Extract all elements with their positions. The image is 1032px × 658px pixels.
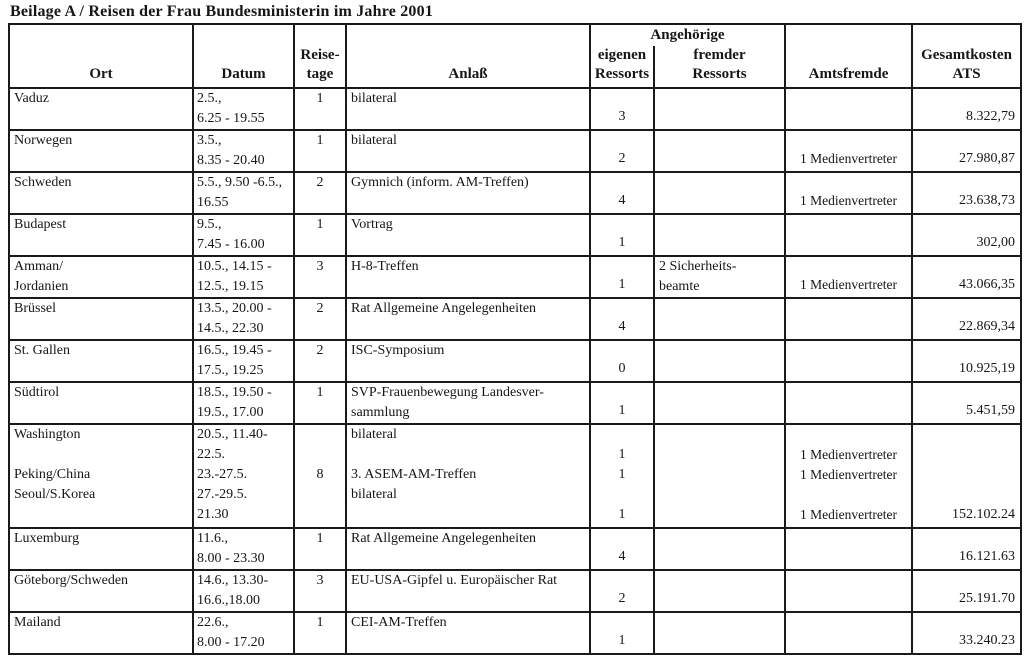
cell-line: St. Gallen (14, 343, 70, 358)
cell-ort (9, 130, 193, 172)
cell-anlass (346, 130, 590, 172)
cell-amtsfremde (785, 528, 912, 570)
cell-line: 1 (316, 385, 324, 400)
col-header-angehoerige: Angehörige (590, 24, 785, 46)
cell-datum (193, 382, 294, 424)
cell-line: 1 Medienvertreter (799, 507, 898, 522)
cell-datum (193, 298, 294, 340)
cell-anlass (346, 88, 590, 130)
cell-eigene (590, 424, 654, 528)
col-header-reisetage-line1: Reise- (300, 47, 340, 63)
table-row (9, 172, 1021, 214)
cell-line: 1 Medienvertreter (799, 447, 898, 462)
cell-line: 1 (618, 447, 626, 462)
cell-line: 8.35 - 20.40 (197, 153, 265, 168)
cell-fremde (654, 382, 785, 424)
cell-line: Amman/ (14, 259, 63, 274)
cell-line: Gymnich (inform. AM-Treffen) (351, 175, 529, 190)
cell-anlass (346, 172, 590, 214)
cell-ort (9, 570, 193, 612)
cell-line: Schweden (14, 175, 72, 190)
cell-line: 2 Sicherheits- (659, 259, 737, 274)
cell-kosten (912, 88, 1021, 130)
cell-line: beamte (659, 279, 700, 294)
cell-line: 2 (618, 151, 626, 166)
cell-eigene (590, 570, 654, 612)
cell-amtsfremde (785, 88, 912, 130)
table-row (9, 298, 1021, 340)
cell-line: 27.980,87 (959, 151, 1016, 166)
cell-line: 22.869,34 (959, 319, 1016, 334)
col-header-gesamtkosten-line2: ATS (952, 66, 981, 82)
cell-eigene (590, 382, 654, 424)
cell-line: 4 (618, 319, 626, 334)
cell-kosten (912, 298, 1021, 340)
col-header-gesamtkosten (912, 24, 1021, 88)
cell-line (591, 425, 653, 445)
cell-line: 16.55 (197, 195, 229, 210)
header-row-1 (9, 24, 1021, 46)
cell-amtsfremde (785, 256, 912, 298)
table-row (9, 214, 1021, 256)
cell-amtsfremde (785, 172, 912, 214)
cell-anlass (346, 298, 590, 340)
cell-fremde (654, 424, 785, 528)
cell-kosten (912, 382, 1021, 424)
col-header-ort: Ort (9, 24, 193, 88)
cell-line: Brüssel (14, 301, 56, 316)
cell-line: 1 Medienvertreter (799, 151, 898, 166)
cell-line: 2 (316, 343, 324, 358)
cell-line: Budapest (14, 217, 67, 232)
cell-line: 1 Medienvertreter (799, 277, 898, 292)
cell-line: 7.45 - 16.00 (197, 237, 265, 252)
cell-line: 8 (316, 467, 324, 482)
cell-eigene (590, 172, 654, 214)
cell-line: 21.30 (197, 507, 229, 522)
cell-reisetage (294, 528, 346, 570)
col-header-fremde-line2: Ressorts (692, 66, 747, 82)
cell-line: 2 (316, 301, 324, 316)
cell-line: 1 (316, 615, 324, 630)
cell-line (295, 425, 345, 445)
cell-line (14, 445, 192, 465)
cell-line: 14.5., 22.30 (197, 321, 264, 336)
cell-line: 3 (316, 259, 324, 274)
cell-line: 3.5., (197, 133, 222, 148)
cell-line: 1 Medienvertreter (799, 467, 898, 482)
cell-anlass (346, 256, 590, 298)
cell-datum (193, 528, 294, 570)
cell-line: 1 (316, 133, 324, 148)
cell-ort (9, 340, 193, 382)
cell-eigene (590, 214, 654, 256)
cell-fremde (654, 340, 785, 382)
cell-line: 1 (316, 531, 324, 546)
cell-line: 14.6., 13.30- (197, 573, 269, 588)
cell-amtsfremde (785, 214, 912, 256)
table-header (9, 24, 1021, 88)
cell-datum (193, 612, 294, 654)
cell-line (14, 505, 192, 525)
cell-datum (193, 130, 294, 172)
cell-reisetage (294, 130, 346, 172)
cell-line: bilateral (351, 91, 397, 106)
cell-line: 27.-29.5. (197, 487, 248, 502)
cell-anlass (346, 612, 590, 654)
cell-amtsfremde (785, 340, 912, 382)
cell-line: 2 (618, 591, 626, 606)
cell-anlass (346, 382, 590, 424)
col-header-amtsfremde: Amtsfremde (785, 24, 912, 88)
cell-reisetage (294, 256, 346, 298)
cell-line: bilateral (351, 427, 397, 442)
cell-line (351, 505, 589, 525)
cell-fremde (654, 570, 785, 612)
cell-ort (9, 88, 193, 130)
cell-datum (193, 570, 294, 612)
cell-anlass (346, 570, 590, 612)
cell-line: 6.25 - 19.55 (197, 111, 265, 126)
cell-fremde (654, 256, 785, 298)
cell-amtsfremde (785, 424, 912, 528)
col-header-gesamtkosten-line1: Gesamtkosten (921, 47, 1012, 63)
cell-line: 1 (618, 235, 626, 250)
cell-kosten (912, 570, 1021, 612)
cell-line: 16.121.63 (959, 549, 1016, 564)
cell-kosten (912, 424, 1021, 528)
cell-line: 13.5., 20.00 - (197, 301, 272, 316)
cell-line: 2.5., (197, 91, 222, 106)
col-header-fremde-ressorts (654, 46, 785, 88)
col-header-fremde-line1: fremder (693, 47, 746, 63)
cell-line: sammlung (351, 405, 410, 420)
cell-line (786, 485, 911, 505)
cell-kosten (912, 256, 1021, 298)
table-body (9, 88, 1021, 654)
cell-line: Rat Allgemeine Angelegenheiten (351, 301, 537, 316)
cell-line: 16.6.,18.00 (197, 593, 260, 608)
table-row (9, 88, 1021, 130)
col-header-eigene-line1: eigenen (597, 47, 647, 63)
cell-fremde (654, 612, 785, 654)
col-header-anlass: Anlaß (346, 24, 590, 88)
cell-kosten (912, 340, 1021, 382)
cell-line: 19.5., 17.00 (197, 405, 264, 420)
cell-line: Jordanien (14, 279, 69, 294)
cell-line (295, 445, 345, 465)
cell-line: 152.102.24 (952, 507, 1016, 522)
cell-line: 302,00 (976, 235, 1016, 250)
cell-amtsfremde (785, 298, 912, 340)
cell-ort (9, 298, 193, 340)
cell-line: 1 (618, 467, 626, 482)
cell-line: Rat Allgemeine Angelegenheiten (351, 531, 537, 546)
cell-reisetage (294, 298, 346, 340)
cell-line: 8.00 - 23.30 (197, 551, 265, 566)
cell-line: 22.6., (197, 615, 229, 630)
cell-fremde (654, 88, 785, 130)
cell-line: 33.240.23 (959, 633, 1016, 648)
cell-ort (9, 382, 193, 424)
cell-line: 1 (618, 277, 626, 292)
cell-line: 4 (618, 549, 626, 564)
cell-kosten (912, 172, 1021, 214)
cell-line: ISC-Symposium (351, 343, 445, 358)
cell-line: 8.322,79 (966, 109, 1016, 124)
cell-line: 8.00 - 17.20 (197, 635, 265, 650)
cell-line: 23.-27.5. (197, 467, 248, 482)
col-header-eigene-ressorts (590, 46, 654, 88)
cell-anlass (346, 528, 590, 570)
cell-line: Vaduz (14, 91, 49, 106)
table-row (9, 256, 1021, 298)
cell-line: 0 (618, 361, 626, 376)
cell-line: 1 Medienvertreter (799, 193, 898, 208)
cell-line: 43.066,35 (959, 277, 1016, 292)
cell-line: Göteborg/Schweden (14, 573, 129, 588)
cell-eigene (590, 88, 654, 130)
cell-eigene (590, 298, 654, 340)
cell-line: 1 (316, 91, 324, 106)
cell-anlass (346, 214, 590, 256)
cell-line: 17.5., 19.25 (197, 363, 264, 378)
col-header-eigene-line2: Ressorts (594, 66, 650, 82)
cell-fremde (654, 172, 785, 214)
cell-line: 1 (316, 217, 324, 232)
cell-line: 18.5., 19.50 - (197, 385, 272, 400)
cell-kosten (912, 612, 1021, 654)
cell-line: 16.5., 19.45 - (197, 343, 272, 358)
cell-eigene (590, 612, 654, 654)
cell-line (591, 485, 653, 505)
cell-line: EU-USA-Gipfel u. Europäischer Rat (351, 573, 558, 588)
cell-line: 9.5., (197, 217, 222, 232)
cell-line: 12.5., 19.15 (197, 279, 264, 294)
cell-line: 25.191.70 (959, 591, 1016, 606)
cell-line (786, 425, 911, 445)
cell-reisetage (294, 172, 346, 214)
col-header-reisetage-line2: tage (306, 66, 334, 82)
cell-anlass (346, 340, 590, 382)
cell-line: 3 (618, 109, 626, 124)
cell-line: CEI-AM-Treffen (351, 615, 447, 630)
cell-ort (9, 256, 193, 298)
cell-fremde (654, 130, 785, 172)
cell-eigene (590, 528, 654, 570)
table-row (9, 570, 1021, 612)
cell-reisetage (294, 382, 346, 424)
cell-ort (9, 612, 193, 654)
cell-eigene (590, 130, 654, 172)
cell-line: Mailand (14, 615, 61, 630)
cell-line: 4 (618, 193, 626, 208)
table-row (9, 528, 1021, 570)
cell-ort (9, 172, 193, 214)
table-row (9, 340, 1021, 382)
cell-reisetage (294, 214, 346, 256)
table-row (9, 130, 1021, 172)
cell-amtsfremde (785, 570, 912, 612)
cell-datum (193, 424, 294, 528)
cell-eigene (590, 340, 654, 382)
cell-line: 10.925,19 (959, 361, 1016, 376)
cell-line: bilateral (351, 133, 397, 148)
cell-line: 2 (316, 175, 324, 190)
cell-line: 20.5., 11.40- (197, 427, 268, 442)
cell-fremde (654, 214, 785, 256)
cell-line: Seoul/S.Korea (14, 487, 96, 502)
cell-anlass (346, 424, 590, 528)
cell-line: 3 (316, 573, 324, 588)
cell-reisetage (294, 612, 346, 654)
cell-line: Norwegen (14, 133, 73, 148)
cell-line: 5.451,59 (966, 403, 1016, 418)
cell-line: 5.5., 9.50 -6.5., (197, 175, 283, 190)
col-header-datum: Datum (193, 24, 294, 88)
cell-line: Washington (14, 427, 81, 442)
cell-amtsfremde (785, 382, 912, 424)
table-row (9, 424, 1021, 528)
cell-ort (9, 214, 193, 256)
cell-line: bilateral (351, 487, 397, 502)
cell-kosten (912, 214, 1021, 256)
cell-reisetage (294, 424, 346, 528)
cell-eigene (590, 256, 654, 298)
cell-line: 1 (618, 507, 626, 522)
cell-reisetage (294, 340, 346, 382)
cell-amtsfremde (785, 612, 912, 654)
cell-kosten (912, 528, 1021, 570)
cell-line: Südtirol (14, 385, 60, 400)
cell-ort (9, 528, 193, 570)
cell-line: 3. ASEM-AM-Treffen (351, 467, 477, 482)
cell-datum (193, 214, 294, 256)
cell-datum (193, 172, 294, 214)
cell-line (351, 445, 589, 465)
table-row (9, 382, 1021, 424)
cell-line: 11.6., (197, 531, 228, 546)
cell-reisetage (294, 88, 346, 130)
cell-line: 23.638,73 (959, 193, 1016, 208)
travel-table (8, 23, 1022, 655)
cell-kosten (912, 130, 1021, 172)
cell-ort (9, 424, 193, 528)
cell-reisetage (294, 570, 346, 612)
cell-fremde (654, 528, 785, 570)
cell-line: Luxemburg (14, 531, 80, 546)
cell-datum (193, 340, 294, 382)
cell-line: H-8-Treffen (351, 259, 419, 274)
cell-line: 10.5., 14.15 - (197, 259, 272, 274)
cell-line: SVP-Frauenbewegung Landesver- (351, 385, 544, 400)
col-header-reisetage (294, 24, 346, 88)
table-row (9, 612, 1021, 654)
cell-datum (193, 256, 294, 298)
cell-line: 1 (618, 403, 626, 418)
cell-amtsfremde (785, 130, 912, 172)
cell-fremde (654, 298, 785, 340)
cell-line: 1 (618, 633, 626, 648)
cell-line: 22.5. (197, 447, 225, 462)
cell-line: Vortrag (351, 217, 393, 232)
page-title: Beilage A / Reisen der Frau Bundesministerin im Jahre 2001 (10, 3, 434, 20)
cell-line: Peking/China (14, 467, 91, 482)
cell-datum (193, 88, 294, 130)
